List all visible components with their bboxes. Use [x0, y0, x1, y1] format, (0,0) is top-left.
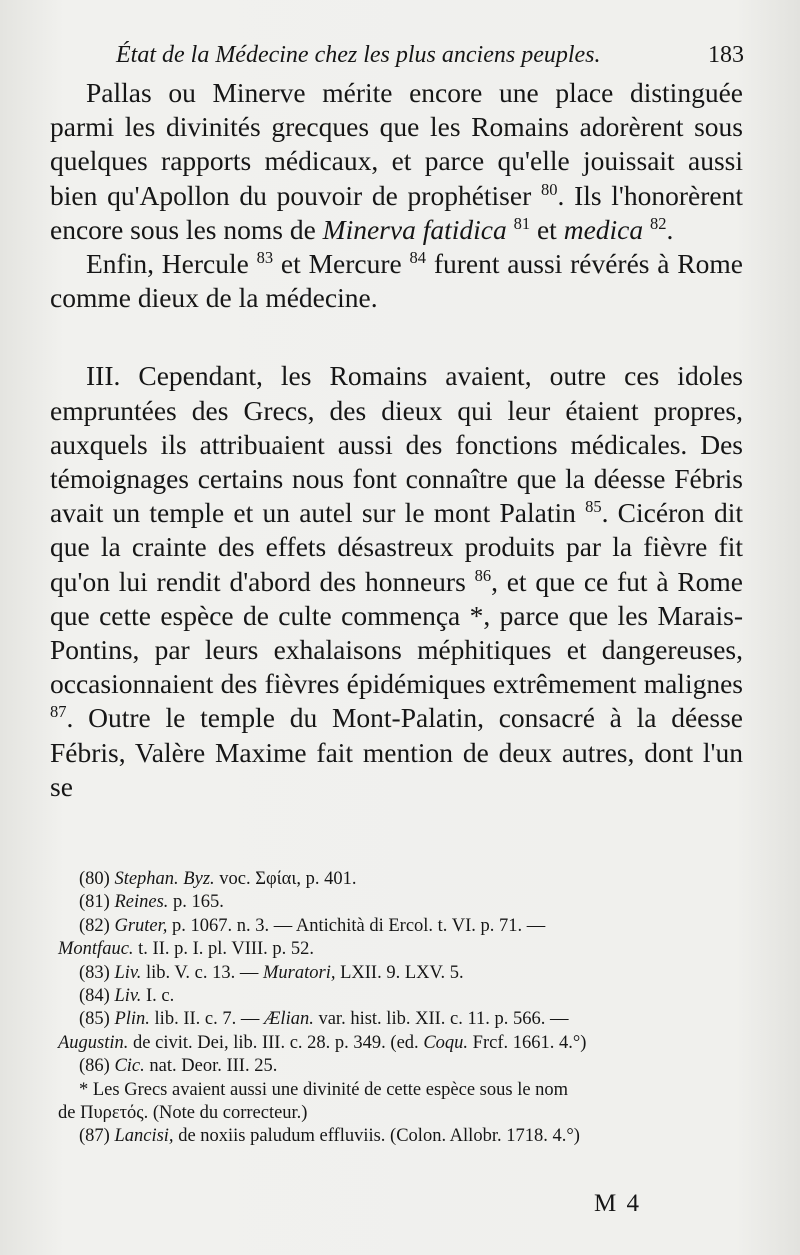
footnote-ref: 81: [513, 213, 531, 233]
text-run: furent aussi révérés à Rome comme dieux de la médecine.: [50, 248, 743, 314]
section-spacer: [50, 315, 743, 359]
footnote-line: [58, 985, 758, 1008]
text-run: [507, 214, 514, 245]
italic-text: Reines.: [114, 892, 169, 913]
body-text: [50, 76, 743, 804]
text-run: (85): [79, 1009, 115, 1030]
footnote-line: [58, 1125, 758, 1148]
text-run: (81): [79, 892, 115, 913]
paragraph-hercule: [50, 247, 743, 315]
text-run: Frcf. 1661. 4.°): [468, 1032, 587, 1053]
footnote-line: [58, 1032, 758, 1055]
text-run: . Ils l'honorèrent encore sous les noms de: [50, 179, 743, 245]
italic-text: Gruter,: [114, 915, 168, 936]
text-run: var. hist. lib. XII. c. 11. p. 566. —: [313, 1009, 569, 1030]
text-run: nat. Deor. III. 25.: [144, 1056, 278, 1077]
footnote-line: [58, 915, 758, 938]
text-run: I. c.: [141, 986, 175, 1007]
text-run: Pallas ou Minerve mérite encore une place distinguée parmi les divinités grecques que les Romains adorèrent sous quelques rapports médicaux, et parce qu'elle jouissait aussi bien qu'Apollon du pouvoir de prophétiser: [50, 77, 743, 211]
italic-text: Ælian.: [263, 1009, 314, 1030]
text-run: (83): [79, 962, 115, 983]
italic-text: Augustin.: [58, 1032, 129, 1053]
italic-text: Liv.: [114, 962, 142, 983]
text-run: lib. V. c. 13. —: [141, 962, 263, 983]
text-run: . Outre le temple du Mont-Palatin, consacré à la déesse Fébris, Valère Maxime fait mention de deux autres, dont l'un se: [50, 702, 743, 802]
text-run: [643, 214, 650, 245]
page-number: 183: [708, 42, 744, 68]
footnote-line: [58, 962, 758, 985]
text-run: LXII. 9. LXV. 5.: [335, 962, 464, 983]
footnotes: [58, 868, 758, 1149]
italic-text: Stephan. Byz.: [114, 869, 215, 889]
footnote-ref: 85: [585, 497, 602, 517]
text-run: lib. II. c. 7. —: [149, 1009, 264, 1030]
text-run: . Cicéron dit que la crainte des effets désastreux produits par la fièvre fit qu'on lui rendit d'abord des honneurs: [50, 497, 743, 597]
text-run: (82): [79, 915, 115, 936]
italic-text: Coqu.: [423, 1032, 469, 1053]
text-run: III. Cependant, les Romains avaient, outre ces idoles empruntées des Grecs, des dieux qui leur étaient propres, auxquels ils attribuaient aussi des fonctions médicales. Des témoignages certains nous font connaître que la déesse Fébris avait un temple et un autel sur le mont Palatin: [50, 360, 743, 529]
italic-text: Cic.: [114, 1056, 145, 1077]
paragraph-section-three: [50, 359, 743, 804]
text-run: .: [666, 213, 674, 245]
text-run: de noxiis paludum effluviis. (Colon. Allobr. 1718. 4.°): [173, 1126, 580, 1147]
italic-text: medica: [563, 213, 644, 245]
text-run: (80): [79, 869, 115, 889]
text-run: (87): [79, 1126, 115, 1147]
text-run: p. 1067. n. 3. — Antichità di Ercol. t. VI. p. 71. —: [167, 915, 546, 936]
text-run: (86): [79, 1056, 115, 1077]
footnote-line: [58, 868, 758, 891]
text-run: t. II. p. I. pl. VIII. p. 52.: [133, 939, 315, 960]
footnote-line: [58, 1102, 758, 1125]
italic-text: Plin.: [114, 1009, 150, 1030]
text-run: * Les Grecs avaient aussi une divinité de cette espèce sous le nom: [79, 1079, 569, 1100]
footnote-ref: 84: [409, 247, 427, 267]
footnote-ref: 83: [256, 247, 274, 267]
footnote-ref: 80: [540, 179, 558, 199]
text-run: p. 165.: [168, 892, 224, 913]
text-run: Enfin, Hercule: [86, 248, 257, 280]
italic-text: Minerva fatidica: [322, 213, 507, 245]
footnote-ref: 86: [474, 565, 492, 585]
italic-text: Lancisi,: [114, 1126, 174, 1147]
footnote-line: [58, 1008, 758, 1031]
footnote-line: [58, 1055, 758, 1078]
italic-text: Liv.: [114, 986, 142, 1007]
running-title: État de la Médecine chez les plus anciens peuples.: [116, 42, 601, 68]
text-run: (84): [79, 986, 115, 1007]
footnote-line: [58, 938, 758, 961]
text-run: de civit. Dei, lib. III. c. 28. p. 349. (ed.: [128, 1032, 424, 1053]
footnote-line: [58, 1079, 758, 1102]
italic-text: Muratori,: [263, 962, 336, 983]
text-run: voc. Σφίαι, p. 401.: [214, 869, 357, 889]
paragraph-pallas: [50, 76, 743, 247]
footnote-line: [58, 891, 758, 914]
text-run: de Πυρετός. (Note du correcteur.): [58, 1103, 308, 1124]
text-run: et: [530, 213, 564, 245]
text-run: et Mercure: [273, 248, 410, 280]
signature-mark: M 4: [594, 1190, 641, 1217]
footnote-ref: 82: [650, 213, 667, 233]
text-run: , et que ce fut à Rome que cette espèce de culte commença *, parce que les Marais-Pontins, par leurs exhalaisons méphitiques et dangereuses, occasionnaient des fièvres épidémiques extrêmement malignes: [50, 565, 744, 700]
page-header: [116, 42, 744, 78]
footnote-ref: 87: [50, 702, 67, 722]
italic-text: Montfauc.: [58, 939, 134, 960]
